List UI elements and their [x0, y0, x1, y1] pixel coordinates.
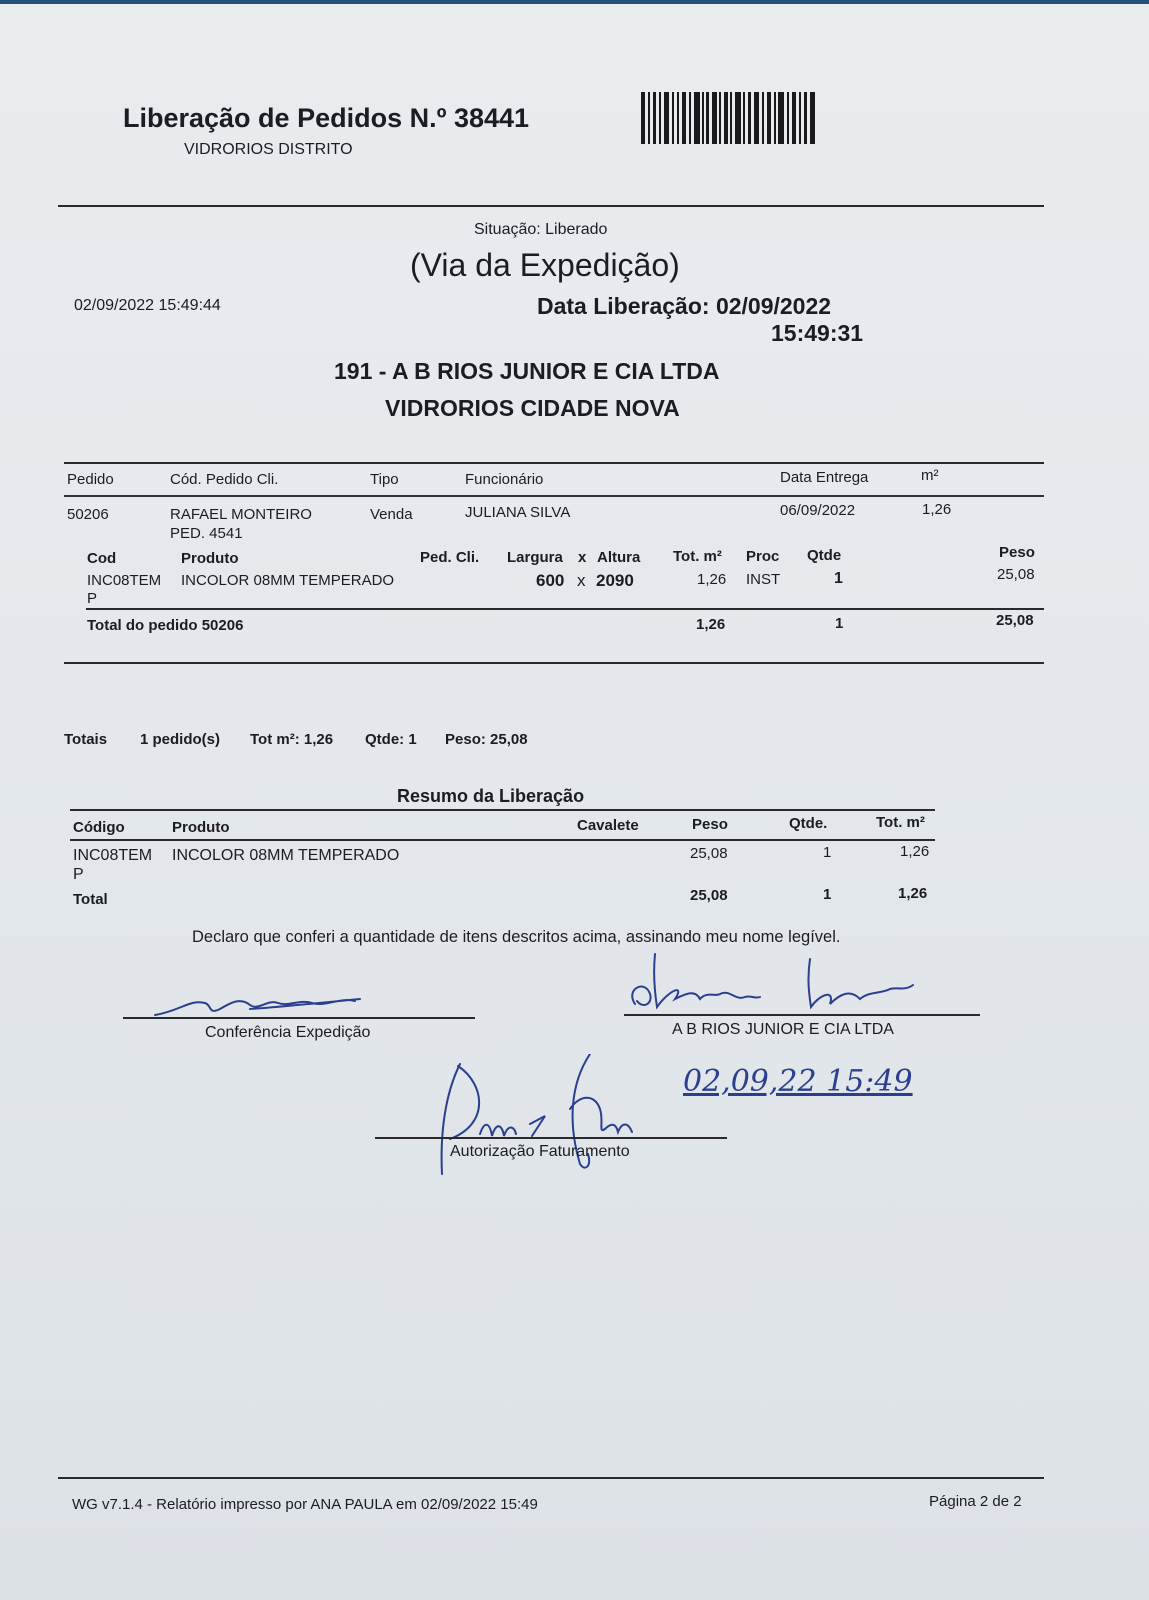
situation-status: Situação: Liberado	[474, 221, 608, 238]
col-header-pedido: Pedido	[67, 471, 114, 488]
summary-codigo-1: INC08TEM	[73, 847, 153, 864]
col-header-tipo: Tipo	[370, 471, 399, 488]
item-header-qtde: Qtde	[807, 547, 842, 564]
summary-produto: INCOLOR 08MM TEMPERADO	[172, 847, 400, 864]
declaration-text: Declaro que conferi a quantidade de itens descritos acima, assinando meu nome legível.	[192, 928, 841, 946]
client-name: 191 - A B RIOS JUNIOR E CIA LTDA	[334, 358, 720, 384]
item-header-ped-cli: Ped. Cli.	[420, 549, 480, 566]
summary-total-peso: 25,08	[690, 887, 728, 904]
footer-printed-by: WG v7.1.4 - Relatório impresso por ANA PAULA em 02/09/2022 15:49	[72, 1496, 538, 1513]
col-header-m2: m²	[921, 467, 939, 484]
item-header-altura: Altura	[597, 549, 641, 566]
summary-header-qtde: Qtde.	[789, 815, 828, 832]
item-proc: INST	[746, 571, 781, 588]
authorization-label: Autorização Faturamento	[450, 1143, 630, 1160]
client-signature	[625, 949, 925, 1014]
barcode	[641, 92, 817, 144]
order-total-m2: 1,26	[696, 616, 726, 633]
order-pedido: 50206	[67, 506, 109, 523]
summary-title: Resumo da Liberação	[397, 786, 585, 806]
totals-pedidos: 1 pedido(s)	[140, 731, 221, 748]
handwritten-date: 02,09,22 15:49	[683, 1064, 913, 1099]
order-total-peso: 25,08	[996, 612, 1034, 629]
order-total-rule	[86, 608, 1044, 610]
totals-label: Totais	[64, 731, 108, 748]
order-total-qtde: 1	[835, 615, 844, 632]
footer-rule	[58, 1477, 1044, 1479]
order-total-label: Total do pedido 50206	[87, 617, 244, 634]
summary-total-qtde: 1	[823, 886, 832, 903]
item-qtde: 1	[834, 570, 843, 587]
item-header-tot-m2: Tot. m²	[673, 548, 722, 565]
col-header-data-entrega: Data Entrega	[780, 469, 869, 486]
printed-datetime: 02/09/2022 15:49:44	[74, 297, 221, 314]
via-label: (Via da Expedição)	[410, 247, 680, 283]
item-header-cod: Cod	[87, 550, 117, 567]
order-tipo: Venda	[370, 506, 413, 523]
conference-signature-line	[123, 1017, 475, 1019]
conference-label: Conferência Expedição	[205, 1024, 371, 1041]
paper-page	[0, 4, 1149, 1600]
order-client-ref-2: PED. 4541	[170, 525, 243, 542]
summary-tot-m2: 1,26	[900, 843, 930, 860]
totals-peso: Peso: 25,08	[445, 731, 528, 748]
summary-header-tot-m2: Tot. m²	[876, 814, 925, 831]
item-header-x: x	[578, 549, 587, 566]
item-header-proc: Proc	[746, 548, 780, 565]
item-cod-1: INC08TEM	[87, 572, 162, 589]
release-time: 15:49:31	[771, 320, 864, 346]
summary-codigo-2: P	[73, 866, 84, 883]
item-peso: 25,08	[997, 566, 1035, 583]
header-divider	[58, 205, 1044, 207]
summary-header-rule	[70, 839, 935, 841]
order-header-rule	[64, 495, 1044, 497]
summary-total-label: Total	[73, 891, 108, 908]
order-data-entrega: 06/09/2022	[780, 502, 856, 519]
item-header-largura: Largura	[507, 549, 563, 566]
totals-qtde: Qtde: 1	[365, 731, 417, 748]
order-funcionario: JULIANA SILVA	[465, 504, 571, 521]
summary-header-produto: Produto	[172, 819, 230, 836]
client-signature-line	[624, 1014, 980, 1016]
item-tot-m2: 1,26	[697, 571, 727, 588]
item-largura: 600	[536, 571, 565, 590]
item-produto: INCOLOR 08MM TEMPERADO	[181, 572, 395, 589]
totals-m2: Tot m²: 1,26	[250, 731, 334, 748]
summary-header-cavalete: Cavalete	[577, 817, 639, 834]
summary-peso: 25,08	[690, 845, 728, 862]
summary-header-peso: Peso	[692, 816, 728, 833]
col-header-funcionario: Funcionário	[465, 471, 544, 488]
order-client-ref-1: RAFAEL MONTEIRO	[170, 506, 312, 523]
item-altura: 2090	[596, 571, 634, 590]
summary-total-tot-m2: 1,26	[898, 885, 928, 902]
item-header-peso: Peso	[999, 544, 1035, 561]
client-signature-label: A B RIOS JUNIOR E CIA LTDA	[672, 1021, 894, 1038]
client-branch: VIDRORIOS CIDADE NOVA	[385, 395, 680, 421]
company-name: VIDRORIOS DISTRITO	[184, 141, 353, 158]
order-table-bottom-rule	[64, 662, 1044, 664]
col-header-cod-pedido-cli: Cód. Pedido Cli.	[170, 471, 279, 488]
document-title: Liberação de Pedidos N.º 38441	[123, 103, 530, 133]
footer-page-number: Página 2 de 2	[929, 1493, 1022, 1510]
authorization-signature-line	[375, 1137, 727, 1139]
order-m2: 1,26	[922, 501, 952, 518]
order-table-top-rule	[64, 462, 1044, 464]
item-header-produto: Produto	[181, 550, 239, 567]
item-x: x	[577, 571, 586, 590]
summary-top-rule	[70, 809, 935, 811]
item-cod-2: P	[87, 590, 98, 607]
summary-qtde: 1	[823, 844, 832, 861]
release-date: Data Liberação: 02/09/2022	[537, 293, 832, 319]
summary-header-codigo: Código	[73, 819, 125, 836]
